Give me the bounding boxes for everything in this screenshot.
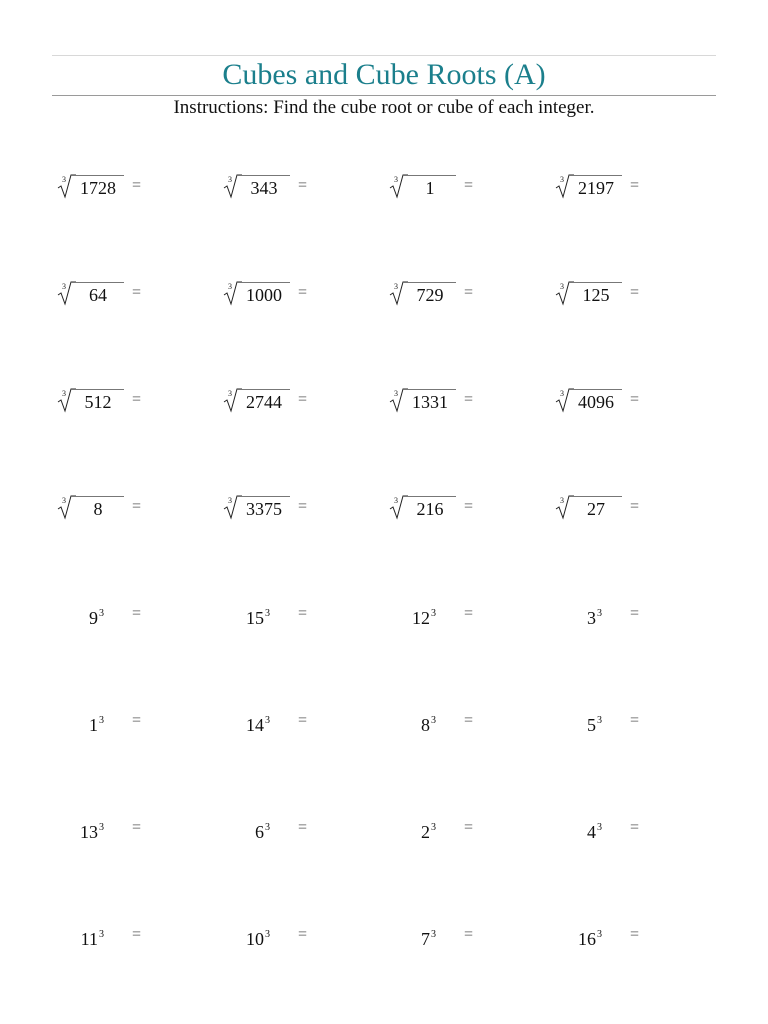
cube-exponent: 3: [431, 608, 436, 619]
cube-root-row: [0, 132, 768, 239]
root-index: 3: [62, 389, 66, 398]
cube-exponent: 3: [99, 929, 104, 940]
root-index: 3: [62, 282, 66, 291]
cube-root-problem: [56, 239, 222, 346]
radicand: 3375: [238, 496, 290, 520]
cube-problem: [554, 881, 720, 988]
cube-expression: [554, 710, 602, 736]
cube-base: 3: [587, 608, 596, 628]
equals-sign: =: [298, 284, 308, 301]
radicand: 125: [570, 282, 622, 306]
cube-root-problem: [388, 239, 554, 346]
cube-row: [0, 881, 768, 988]
cube-exponent: 3: [265, 822, 270, 833]
cube-expression: [388, 924, 436, 950]
cube-expression: [222, 924, 270, 950]
root-index: 3: [394, 282, 398, 291]
equals-sign: =: [132, 605, 142, 622]
equals-sign: =: [464, 177, 474, 194]
cube-problem: [56, 881, 222, 988]
cube-base: 5: [587, 715, 596, 735]
equals-sign: =: [630, 498, 640, 515]
cube-problem: [56, 560, 222, 667]
cube-base: 9: [89, 608, 98, 628]
cube-exponent: 3: [99, 715, 104, 726]
equals-sign: =: [464, 926, 474, 943]
root-index: 3: [394, 496, 398, 505]
equals-sign: =: [132, 498, 142, 515]
cube-row: [0, 774, 768, 881]
cube-expression: [222, 603, 270, 629]
cube-problem: [388, 774, 554, 881]
cube-expression: [56, 924, 104, 950]
cube-exponent: 3: [597, 929, 602, 940]
equals-sign: =: [630, 605, 640, 622]
cube-row: [0, 560, 768, 667]
cube-base: 11: [80, 929, 98, 949]
cube-exponent: 3: [431, 715, 436, 726]
cube-base: 1: [89, 715, 98, 735]
equals-sign: =: [464, 391, 474, 408]
cube-problem: [222, 560, 388, 667]
radicand: 343: [238, 175, 290, 199]
cube-expression: [56, 603, 104, 629]
root-index: 3: [394, 389, 398, 398]
equals-sign: =: [630, 819, 640, 836]
equals-sign: =: [298, 498, 308, 515]
cube-base: 6: [255, 822, 264, 842]
radicand: 64: [72, 282, 124, 306]
root-index: 3: [560, 389, 564, 398]
cube-root-problem: [388, 132, 554, 239]
equals-sign: =: [464, 284, 474, 301]
cube-root-problem: [554, 453, 720, 560]
cube-expression: [222, 817, 270, 843]
cube-root-problem: [388, 346, 554, 453]
cube-expression: [388, 710, 436, 736]
cube-problem: [56, 667, 222, 774]
cube-problem: [56, 774, 222, 881]
root-index: 3: [62, 496, 66, 505]
equals-sign: =: [132, 391, 142, 408]
cube-root-problem: [222, 239, 388, 346]
cube-exponent: 3: [431, 929, 436, 940]
cube-root-problem: [56, 346, 222, 453]
cube-expression: [388, 817, 436, 843]
cube-problem: [388, 881, 554, 988]
equals-sign: =: [298, 605, 308, 622]
cube-exponent: 3: [597, 715, 602, 726]
radicand: 2744: [238, 389, 290, 413]
cube-root-problem: [56, 453, 222, 560]
radicand: 27: [570, 496, 622, 520]
cube-root-problem: [388, 453, 554, 560]
cube-problem: [554, 560, 720, 667]
cube-root-row: [0, 346, 768, 453]
cube-root-problem: [222, 132, 388, 239]
cube-base: 12: [412, 608, 430, 628]
equals-sign: =: [464, 498, 474, 515]
equals-sign: =: [630, 391, 640, 408]
cube-exponent: 3: [265, 715, 270, 726]
cube-exponent: 3: [597, 608, 602, 619]
root-index: 3: [62, 175, 66, 184]
cube-exponent: 3: [99, 822, 104, 833]
root-index: 3: [394, 175, 398, 184]
cube-exponent: 3: [431, 822, 436, 833]
equals-sign: =: [298, 712, 308, 729]
cube-base: 14: [246, 715, 264, 735]
equals-sign: =: [132, 177, 142, 194]
cube-expression: [388, 603, 436, 629]
radicand: 1: [404, 175, 456, 199]
cube-base: 16: [578, 929, 596, 949]
cube-base: 4: [587, 822, 596, 842]
radicand: 2197: [570, 175, 622, 199]
cube-root-problem: [222, 346, 388, 453]
equals-sign: =: [630, 926, 640, 943]
cube-base: 7: [421, 929, 430, 949]
equals-sign: =: [630, 712, 640, 729]
root-index: 3: [228, 282, 232, 291]
cube-base: 13: [80, 822, 98, 842]
equals-sign: =: [464, 712, 474, 729]
cube-exponent: 3: [265, 608, 270, 619]
cube-problem: [222, 881, 388, 988]
radicand: 4096: [570, 389, 622, 413]
equals-sign: =: [132, 926, 142, 943]
cube-root-row: [0, 453, 768, 560]
cube-problem: [554, 774, 720, 881]
cube-expression: [222, 710, 270, 736]
cube-problem: [388, 560, 554, 667]
cube-root-problem: [56, 132, 222, 239]
radicand: 1331: [404, 389, 456, 413]
cube-expression: [554, 924, 602, 950]
cube-root-problem: [554, 132, 720, 239]
equals-sign: =: [132, 712, 142, 729]
equals-sign: =: [630, 177, 640, 194]
worksheet-instructions: Instructions: Find the cube root or cube of each integer.: [173, 97, 595, 118]
cube-row: [0, 667, 768, 774]
root-index: 3: [228, 389, 232, 398]
root-index: 3: [228, 496, 232, 505]
equals-sign: =: [298, 819, 308, 836]
cube-base: 10: [246, 929, 264, 949]
root-index: 3: [560, 175, 564, 184]
root-index: 3: [228, 175, 232, 184]
radicand: 1728: [72, 175, 124, 199]
cube-root-problem: [554, 239, 720, 346]
problem-grid: [0, 132, 768, 988]
equals-sign: =: [298, 391, 308, 408]
worksheet-title: Cubes and Cube Roots (A): [222, 58, 546, 91]
cube-expression: [56, 817, 104, 843]
cube-expression: [554, 817, 602, 843]
radicand: 1000: [238, 282, 290, 306]
equals-sign: =: [464, 819, 474, 836]
cube-root-row: [0, 239, 768, 346]
cube-expression: [56, 710, 104, 736]
equals-sign: =: [630, 284, 640, 301]
cube-base: 8: [421, 715, 430, 735]
cube-problem: [554, 667, 720, 774]
cube-root-problem: [222, 453, 388, 560]
cube-exponent: 3: [265, 929, 270, 940]
cube-exponent: 3: [99, 608, 104, 619]
equals-sign: =: [464, 605, 474, 622]
root-index: 3: [560, 496, 564, 505]
equals-sign: =: [298, 177, 308, 194]
radicand: 729: [404, 282, 456, 306]
cube-exponent: 3: [597, 822, 602, 833]
cube-root-problem: [554, 346, 720, 453]
root-index: 3: [560, 282, 564, 291]
cube-problem: [222, 667, 388, 774]
radicand: 512: [72, 389, 124, 413]
cube-problem: [222, 774, 388, 881]
equals-sign: =: [298, 926, 308, 943]
cube-base: 2: [421, 822, 430, 842]
equals-sign: =: [132, 819, 142, 836]
cube-expression: [554, 603, 602, 629]
equals-sign: =: [132, 284, 142, 301]
cube-problem: [388, 667, 554, 774]
cube-base: 15: [246, 608, 264, 628]
radicand: 8: [72, 496, 124, 520]
radicand: 216: [404, 496, 456, 520]
